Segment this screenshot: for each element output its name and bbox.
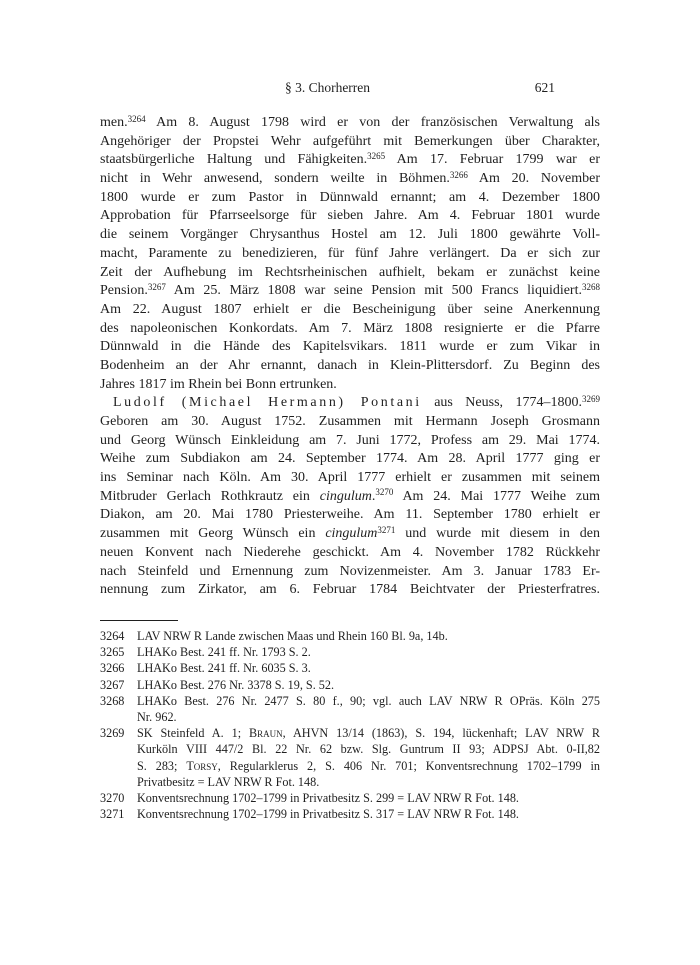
- footnote-text: [137, 806, 600, 822]
- text-run: Approbation für Pfarrseelsorge für sieben Jahre. Am 4. Februar 1801 wurde: [100, 208, 600, 224]
- footnote-marker: 3266: [449, 169, 468, 180]
- text-run: , Regularklerus 2, S. 406 Nr. 701; Konventsrechnung 1702–1799 in: [217, 758, 600, 773]
- text-run: und Georg Wünsch Einkleidung am 7. Juni 1772, Profess am 29. Mai 1774.: [100, 432, 600, 448]
- text-line: [137, 709, 600, 725]
- text-line: [100, 245, 600, 264]
- footnote-number: 3267: [100, 677, 125, 692]
- text-run: Mitbruder Gerlach Rothkrautz ein: [100, 488, 320, 504]
- text-line: [100, 581, 600, 600]
- text-line: [100, 133, 600, 152]
- person-name: Ludolf (Michael Hermann) Pontani: [113, 395, 422, 411]
- text-line: [100, 450, 600, 469]
- footnote: [100, 806, 600, 822]
- text-line: [100, 301, 600, 320]
- text-line: [100, 376, 600, 395]
- footnote-number: 3268: [100, 693, 125, 708]
- text-run: S. 283;: [137, 758, 187, 773]
- text-run: Bodenheim an der Ahr ernannt, danach in Klein-Plittersdorf. Zu Beginn des: [100, 357, 600, 373]
- text-run: aus Neuss, 1774–1800.: [421, 395, 582, 411]
- latin-term: cingulum: [325, 526, 378, 542]
- text-line: [137, 725, 600, 741]
- text-run: Weihe zum Subdiakon am 24. September 1774. Am 28. April 1777 ging er: [100, 451, 600, 467]
- text-run: Pension.: [100, 283, 148, 299]
- text-line: [137, 644, 600, 660]
- body-text: [100, 114, 600, 600]
- text-run: LHAKo Best. 241 ff. Nr. 6035 S. 3.: [137, 661, 311, 676]
- text-line: [137, 741, 600, 757]
- text-run: ins Seminar nach Köln. Am 30. April 1777 erhielt er zusammen mit seinem: [100, 470, 600, 486]
- text-run: Jahres 1817 im Rhein bei Bonn ertrunken.: [100, 376, 337, 392]
- text-line: [137, 758, 600, 774]
- text-run: LAV NRW R Lande zwischen Maas und Rhein 160 Bl. 9a, 14b.: [137, 629, 448, 643]
- text-line: [100, 151, 600, 170]
- footnote-text: [137, 660, 600, 676]
- author-smallcaps: Torsy: [186, 758, 218, 773]
- footnote: [100, 660, 600, 676]
- text-line: [100, 469, 600, 488]
- footnote-text: [137, 628, 600, 644]
- footnote-number: 3271: [100, 807, 125, 822]
- text-run: Am 8. August 1798 wird er von der französischen Verwaltung als: [145, 115, 600, 130]
- text-line: [100, 488, 600, 507]
- text-line: [137, 774, 600, 790]
- text-run: die seinem Vorgänger Chrysanthus Hostel am 12. Juli 1800 gewährte Voll-: [100, 227, 600, 243]
- text-run: Geboren am 30. August 1752. Zusammen mit Hermann Joseph Grosmann: [100, 414, 600, 429]
- footnote-number: 3266: [100, 661, 125, 676]
- text-run: 1800 wurde er zum Pastor in Dünnwald ernannt; am 4. Dezember 1800: [100, 189, 600, 205]
- text-run: Am 24. Mai 1777 Weihe zum: [393, 488, 600, 504]
- footnote: [100, 790, 600, 806]
- text-run: Zeit der Aufhebung im Rechtsrheinischen aufhielt, bekam er zunächst keine: [100, 264, 600, 280]
- text-run: Kurköln VIII 447/2 Bl. 22 Nr. 62 bzw. Slg. Guntrum II 93; ADPSJ Abt. 0-II,82: [137, 742, 600, 757]
- footnote-text: [137, 693, 600, 725]
- text-line: [137, 677, 600, 693]
- text-run: und wurde mit diesem in den: [395, 526, 601, 542]
- text-run: Privatbesitz = LAV NRW R Fot. 148.: [137, 774, 320, 789]
- footnote-marker: 3268: [582, 281, 600, 292]
- text-run: men.: [100, 115, 128, 130]
- text-run: Diakon, am 20. Mai 1780 Priesterweihe. Am 11. September 1780 erhielt er: [100, 507, 600, 523]
- footnote-text: [137, 790, 600, 806]
- text-line: [137, 660, 600, 676]
- text-line: [137, 628, 600, 644]
- footnote: [100, 644, 600, 660]
- text-run: Konventsrechnung 1702–1799 in Privatbesitz S. 317 = LAV NRW R Fot. 148.: [137, 807, 519, 822]
- text-line: [100, 114, 600, 133]
- footnote: [100, 725, 600, 790]
- footnote-separator-rule: [100, 620, 178, 621]
- text-line: [137, 790, 600, 806]
- footnote-text: [137, 644, 600, 660]
- footnote-marker: 3269: [582, 393, 600, 404]
- author-smallcaps: Braun: [249, 726, 283, 741]
- text-line: [100, 563, 600, 582]
- text-run: Konventsrechnung 1702–1799 in Privatbesitz S. 299 = LAV NRW R Fot. 148.: [137, 790, 519, 805]
- text-line: [100, 207, 600, 226]
- text-line: [137, 806, 600, 822]
- text-run: Am 17. Februar 1799 war er: [385, 152, 600, 168]
- text-run: .: [371, 488, 376, 504]
- text-line: [100, 170, 600, 189]
- footnote-marker: 3271: [377, 524, 396, 535]
- footnote-marker: 3264: [127, 113, 146, 124]
- footnote: [100, 628, 600, 644]
- text-run: zusammen mit Georg Wünsch ein: [100, 526, 326, 542]
- text-line: [100, 357, 600, 376]
- text-run: LHAKo Best. 241 ff. Nr. 1793 S. 2.: [137, 645, 311, 660]
- latin-term: cingulum: [319, 488, 372, 504]
- paragraph: [100, 394, 600, 600]
- text-line: [100, 432, 600, 451]
- text-line: [100, 282, 600, 301]
- text-run: , AHVN 13/14 (1863), S. 194, lückenhaft; LAV NRW R: [282, 726, 600, 741]
- text-line: [100, 525, 600, 544]
- page-number: 621: [534, 80, 555, 95]
- text-run: Am 20. November: [467, 171, 600, 187]
- text-line: [100, 544, 600, 563]
- running-title: § 3. Chorherren: [284, 80, 371, 95]
- text-run: Am 25. März 1808 war seine Pension mit 500 Francs liquidiert.: [165, 283, 582, 299]
- footnote-marker: 3270: [375, 487, 394, 498]
- text-run: nicht in Wehr anwesend, sondern weilte in Böhmen.: [100, 171, 450, 187]
- footnotes-block: [100, 628, 600, 822]
- text-line: [100, 394, 600, 413]
- text-line: [100, 189, 600, 208]
- text-line: [137, 693, 600, 709]
- footnote-number: 3270: [100, 790, 125, 805]
- footnote-marker: 3267: [147, 281, 166, 292]
- footnote-number: 3264: [100, 629, 125, 643]
- text-line: [100, 338, 600, 357]
- footnote-number: 3265: [100, 645, 125, 660]
- text-run: nach Steinfeld und Ernennung zum Novizenmeister. Am 3. Januar 1783 Er-: [100, 563, 600, 579]
- footnote-text: [137, 677, 600, 693]
- text-line: [100, 264, 600, 283]
- text-run: staatsbürgerliche Haltung und Fähigkeiten.: [100, 152, 368, 168]
- text-line: [100, 413, 600, 432]
- footnote-number: 3269: [100, 726, 125, 741]
- text-run: Am 22. August 1807 erhielt er die Bescheinigung über seine Anerkennung: [100, 301, 600, 317]
- page-header: [100, 79, 555, 97]
- footnote: [100, 693, 600, 725]
- text-run: des napoleonischen Konkordats. Am 7. März 1808 resignierte er die Pfarre: [100, 320, 600, 336]
- text-run: Nr. 962.: [137, 710, 177, 724]
- footnote-text: [137, 725, 600, 790]
- text-run: LHAKo Best. 276 Nr. 2477 S. 80 f., 90; vgl. auch LAV NRW R OPräs. Köln 275: [137, 693, 600, 708]
- text-run: LHAKo Best. 276 Nr. 3378 S. 19, S. 52.: [137, 677, 335, 692]
- footnote: [100, 677, 600, 693]
- footnote-marker: 3265: [367, 150, 386, 161]
- text-run: neuen Konvent nach Niederehe geschickt. Am 4. November 1782 Rückkehr: [100, 544, 600, 560]
- text-run: nennung zum Zirkator, am 6. Februar 1784 Beichtvater der Priesterfratres.: [100, 582, 600, 598]
- text-run: SK Steinfeld A. 1;: [137, 726, 250, 741]
- paragraph: [100, 114, 600, 394]
- text-run: Angehöriger der Propstei Wehr aufgeführt mit Bemerkungen über Charakter,: [100, 133, 600, 149]
- text-run: Dünnwald in die Hände des Kapitelsvikars. 1811 wurde er zum Vikar in: [100, 339, 600, 355]
- text-line: [100, 506, 600, 525]
- text-line: [100, 320, 600, 339]
- text-run: macht, Paramente zu benedizieren, für fünf Jahre verlängert. Da er sich zur: [100, 245, 600, 261]
- text-line: [100, 226, 600, 245]
